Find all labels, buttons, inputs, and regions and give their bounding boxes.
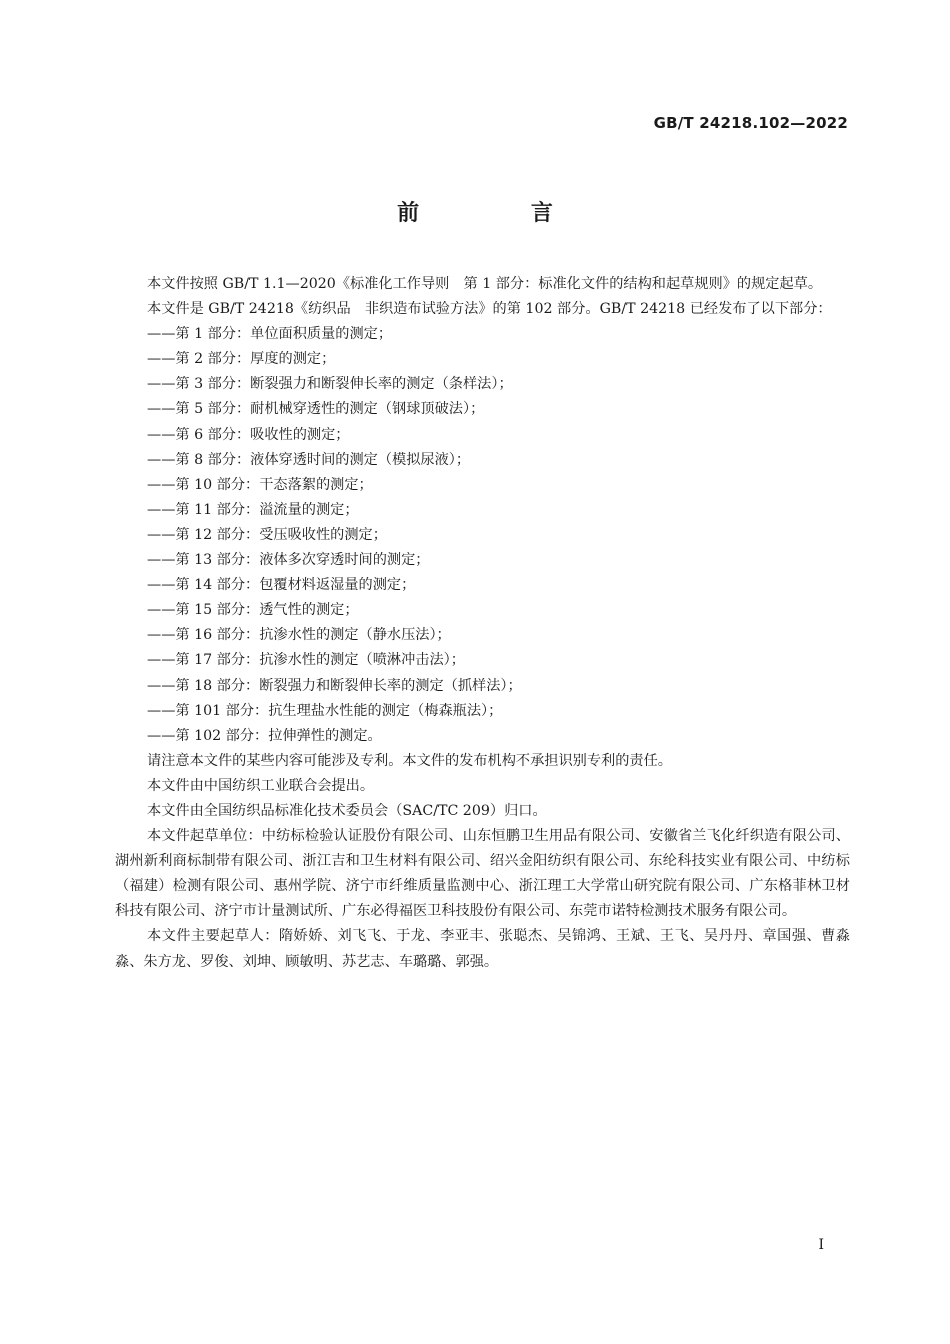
list-item: ——第 102 部分：拉伸弹性的测定。 — [147, 727, 382, 744]
list-item: ——第 2 部分：厚度的测定； — [147, 351, 336, 368]
paragraph-committee: 本文件由全国纺织品标准化技术委员会（SAC/TC 209）归口。 — [147, 802, 547, 819]
list-item: ——第 12 部分：受压吸收性的测定； — [147, 526, 387, 543]
list-item: ——第 5 部分：耐机械穿透性的测定（钢球顶破法）； — [147, 401, 485, 418]
list-item: ——第 17 部分：抗渗水性的测定（喷淋冲击法）； — [147, 652, 465, 669]
list-item: ——第 16 部分：抗渗水性的测定（静水压法）； — [147, 627, 451, 644]
paragraph-drafting-rules: 本文件按照 GB/T 1.1—2020《标准化工作导则 第 1 部分：标准化文件的结构和起草规则》的规定起草。 — [147, 276, 823, 292]
list-item: ——第 8 部分：液体穿透时间的测定（模拟尿液）； — [147, 451, 471, 468]
list-item: ——第 6 部分：吸收性的测定； — [147, 426, 350, 443]
list-item: ——第 10 部分：干态落絮的测定； — [147, 476, 373, 493]
paragraph-drafting-units: 本文件起草单位：中纺标检验认证股份有限公司、山东恒鹏卫生用品有限公司、安徽省兰飞化纤织造有限公司、湖州新利商标制带有限公司、浙江吉和卫生材料有限公司、绍兴金阳纺织有限公司、东纶科技实业有限公司、中纺标（福建）检测有限公司、惠州学院、济宁市纤维质量监测中心、浙江理工大学常山研究院有限公司、广东格菲林卫材科技有限公司、济宁市计量测试所、广东必得福医卫科技股份有限公司、东莞市诺特检测技术服务有限公司。 — [115, 828, 850, 920]
list-item: ——第 15 部分：透气性的测定； — [147, 602, 359, 619]
list-item: ——第 11 部分：溢流量的测定； — [147, 501, 359, 518]
page-title: 前 言 — [397, 201, 605, 226]
list-item: ——第 14 部分：包覆材料返湿量的测定； — [147, 577, 416, 594]
list-item: ——第 18 部分：断裂强力和断裂伸长率的测定（抓样法）； — [147, 677, 522, 694]
page-number: I — [818, 1237, 824, 1253]
list-item: ——第 1 部分：单位面积质量的测定； — [147, 326, 393, 343]
paragraph-proposer: 本文件由中国纺织工业联合会提出。 — [147, 777, 375, 794]
list-item: ——第 13 部分：液体多次穿透时间的测定； — [147, 552, 430, 569]
paragraph-series-intro: 本文件是 GB/T 24218《纺织品 非织造布试验方法》的第 102 部分。GB/T 24218 已经发布了以下部分： — [147, 301, 832, 318]
foreword-body — [115, 272, 850, 975]
paragraph-drafters: 本文件主要起草人：隋娇娇、刘飞飞、于龙、李亚丰、张聪杰、吴锦鸿、王斌、王飞、吴丹丹、章国强、曹淼淼、朱方龙、罗俊、刘坤、顾敏明、苏艺志、车璐璐、郭强。 — [115, 928, 850, 970]
list-item: ——第 101 部分：抗生理盐水性能的测定（梅森瓶法）； — [147, 702, 503, 719]
list-item: ——第 3 部分：断裂强力和断裂伸长率的测定（条样法）； — [147, 376, 513, 393]
parts-list — [115, 322, 850, 749]
paragraph-patent-notice: 请注意本文件的某些内容可能涉及专利。本文件的发布机构不承担识别专利的责任。 — [147, 752, 672, 769]
standard-code: GB/T 24218.102—2022 — [653, 114, 848, 132]
